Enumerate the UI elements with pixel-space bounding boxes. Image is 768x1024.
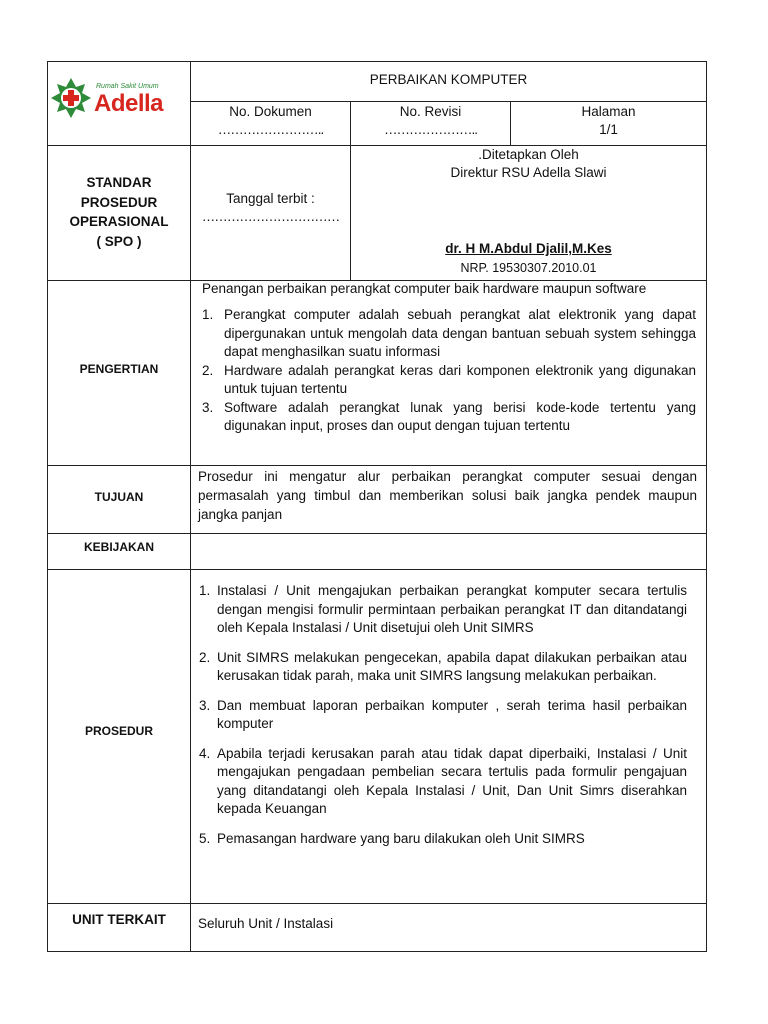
no-dokumen-label: No. Dokumen [229,104,312,119]
tujuan-label: TUJUAN [94,490,144,504]
spo-title-line: PROSEDUR [80,194,158,210]
list-item: 2. Hardware adalah perangkat keras dari komponen elektronik yang digunakan untuk tujuan tertentu [202,362,696,396]
halaman-label: Halaman [581,104,636,119]
list-item: 4. Apabila terjadi kerusakan parah atau tidak dapat diperbaiki, Instalasi / Unit mengajukan pengadaan pembelian secara tertulis pada formulir pengajuan yang ditandatangi oleh Kepala Instalasi / Unit, Dan Unit Simrs diserahkan kepada Keuangan [199,745,687,816]
list-item: 5. Pemasangan hardware yang baru dilakukan oleh Unit SIMRS [199,830,585,846]
cross-star-logo-icon [50,77,92,119]
unit-terkait-text: Seluruh Unit / Instalasi [198,916,334,931]
list-item: 1. Instalasi / Unit mengajukan perbaikan perangkat komputer secara tertulis dengan mengisi formulir permintaan perbaikan perangkat IT dan ditandatangi oleh Kepala Instalasi / Unit disetujui oleh Unit SIMRS [199,583,687,635]
pengertian-content [202,280,696,436]
ditetapkan-oleh: .Ditetapkan Oleh [478,147,579,162]
pengertian-intro: Penangan perbaikan perangkat computer baik hardware maupun software [202,281,647,296]
spo-title-line: STANDAR [86,175,152,190]
list-item: 3. Software adalah perangkat lunak yang berisi kode-kode tertentu yang digunakan input, proses dan ouput dengan tujuan tertentu [202,399,696,433]
halaman-cell [511,103,706,139]
no-dokumen-cell [191,103,350,139]
no-revisi-label: No. Revisi [399,104,462,119]
tanggal-terbit [191,190,350,226]
signatory-name: dr. H M.Abdul Djalil,M.Kes [445,241,612,256]
no-dokumen-value: …………………….. [217,122,324,137]
list-item: 2. Unit SIMRS melakukan pengecekan, apabila dapat dilakukan perbaikan atau kerusakan tidak parah, maka unit SIMRS langsung melakukan perbaikan. [199,649,687,683]
spo-title-line: ( SPO ) [96,233,142,249]
pengertian-label: PENGERTIAN [79,362,159,376]
no-revisi-cell [351,103,510,139]
tanggal-value: …………………………… [201,209,340,224]
spo-title-line: OPERASIONAL [69,214,169,229]
prosedur-label: PROSEDUR [84,724,153,738]
tujuan-text: Prosedur ini mengatur alur perbaikan perangkat computer sesuai dengan permasalah yang timbul dan memberikan solusi baik jangka pendek maupun jangka panjan [198,469,697,522]
hospital-logo [50,68,188,140]
document-title: PERBAIKAN KOMPUTER [369,72,528,87]
prosedur-content [199,582,687,848]
unit-terkait-label: UNIT TERKAIT [72,912,166,927]
tanggal-label: Tanggal terbit : [226,191,315,206]
spo-title [48,173,190,251]
logo-name: Adella [94,90,164,117]
signatory-nrp: NRP. 19530307.2010.01 [460,261,597,275]
prosedur-list [199,582,687,848]
logo-small-text: Rumah Sakit Umum [96,83,159,90]
halaman-value: 1/1 [599,122,618,137]
kebijakan-label: KEBIJAKAN [83,540,154,554]
list-item: 3. Dan membuat laporan perbaikan komputer , serah terima hasil perbaikan komputer [199,697,687,731]
no-revisi-value: ………………….. [383,122,477,137]
list-item: 1. Perangkat computer adalah sebuah perangkat alat elektronik yang dapat dipergunakan untuk mengolah data dengan bantuan sebuah system sehingga dapat menghasilkan suatu informasi [202,307,696,359]
pengertian-list [202,306,696,436]
direktur-title: Direktur RSU Adella Slawi [450,165,607,180]
